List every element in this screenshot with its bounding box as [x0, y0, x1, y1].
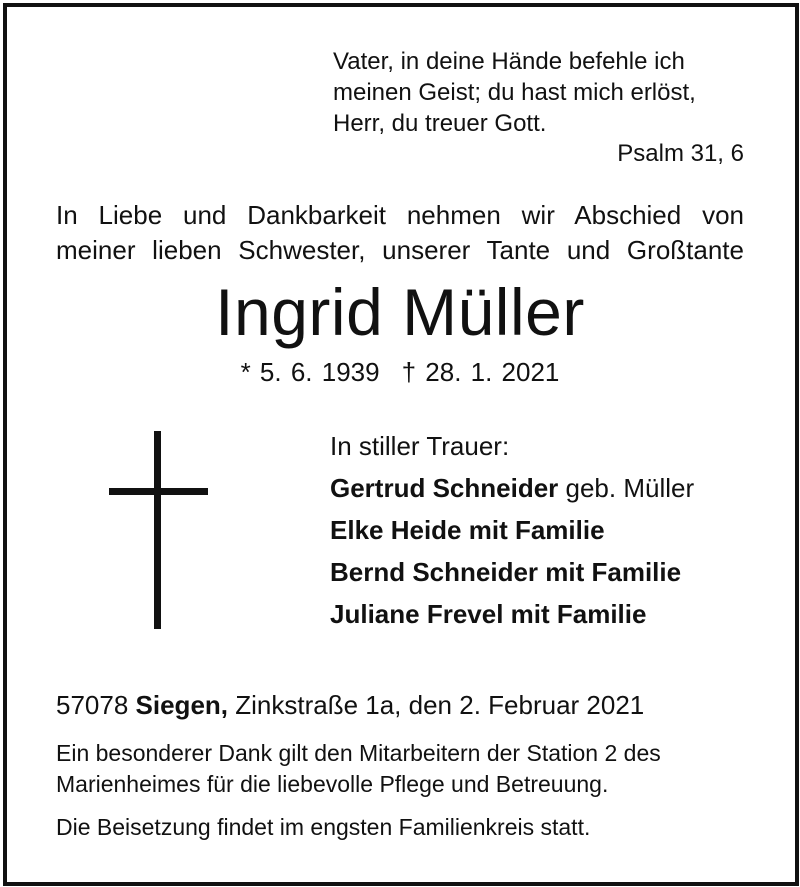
life-dates: [0, 357, 800, 388]
verse-line-1: Vater, in deine Hände befehle ich: [333, 48, 685, 75]
mourner-2-name: Elke Heide mit Familie: [330, 515, 605, 545]
latin-cross-icon-bar: [109, 488, 208, 495]
mourner-1-name: Gertrud Schneider: [330, 473, 559, 503]
intro-line-2: meiner lieben Schwester, unserer Tante und Großtante: [56, 235, 744, 265]
city: Siegen,: [135, 690, 229, 720]
mourner-2: [330, 509, 694, 551]
place-and-date: [56, 690, 644, 721]
zip-code: 57078: [56, 690, 136, 720]
verse-line-2: meinen Geist; du hast mich erlöst,: [333, 79, 696, 106]
mourner-3: [330, 551, 694, 593]
mourners-list: [330, 425, 694, 635]
death-date: † 28. 1. 2021: [401, 357, 560, 387]
thanks-line-2: Marienheimes für die liebevolle Pflege und Betreuung.: [56, 771, 609, 797]
verse-reference: Psalm 31, 6: [617, 140, 744, 167]
latin-cross-icon: [154, 431, 161, 629]
mourners-heading: In stiller Trauer:: [330, 431, 510, 461]
thanks-line-1: Ein besonderer Dank gilt den Mitarbeitern der Station 2 des: [56, 740, 661, 766]
mourner-4-name: Juliane Frevel mit Familie: [330, 599, 647, 629]
burial-note: Die Beisetzung findet im engsten Familienkreis statt.: [56, 814, 591, 840]
deceased-name: Ingrid Müller: [215, 275, 585, 349]
thanks-note: [56, 738, 661, 800]
birth-date: * 5. 6. 1939: [240, 357, 380, 387]
farewell-intro: [56, 198, 744, 268]
verse-line-3: Herr, du treuer Gott.: [333, 110, 547, 137]
mourner-1-maiden-name: geb. Müller: [558, 473, 695, 503]
mourner-3-name: Bernd Schneider mit Familie: [330, 557, 682, 587]
address-date: Zinkstraße 1a, den 2. Februar 2021: [228, 690, 645, 720]
mourner-1: [330, 467, 694, 509]
bible-verse: [333, 46, 696, 139]
intro-line-1: In Liebe und Dankbarkeit nehmen wir Abschied von: [56, 200, 744, 230]
mourner-4: [330, 593, 694, 635]
